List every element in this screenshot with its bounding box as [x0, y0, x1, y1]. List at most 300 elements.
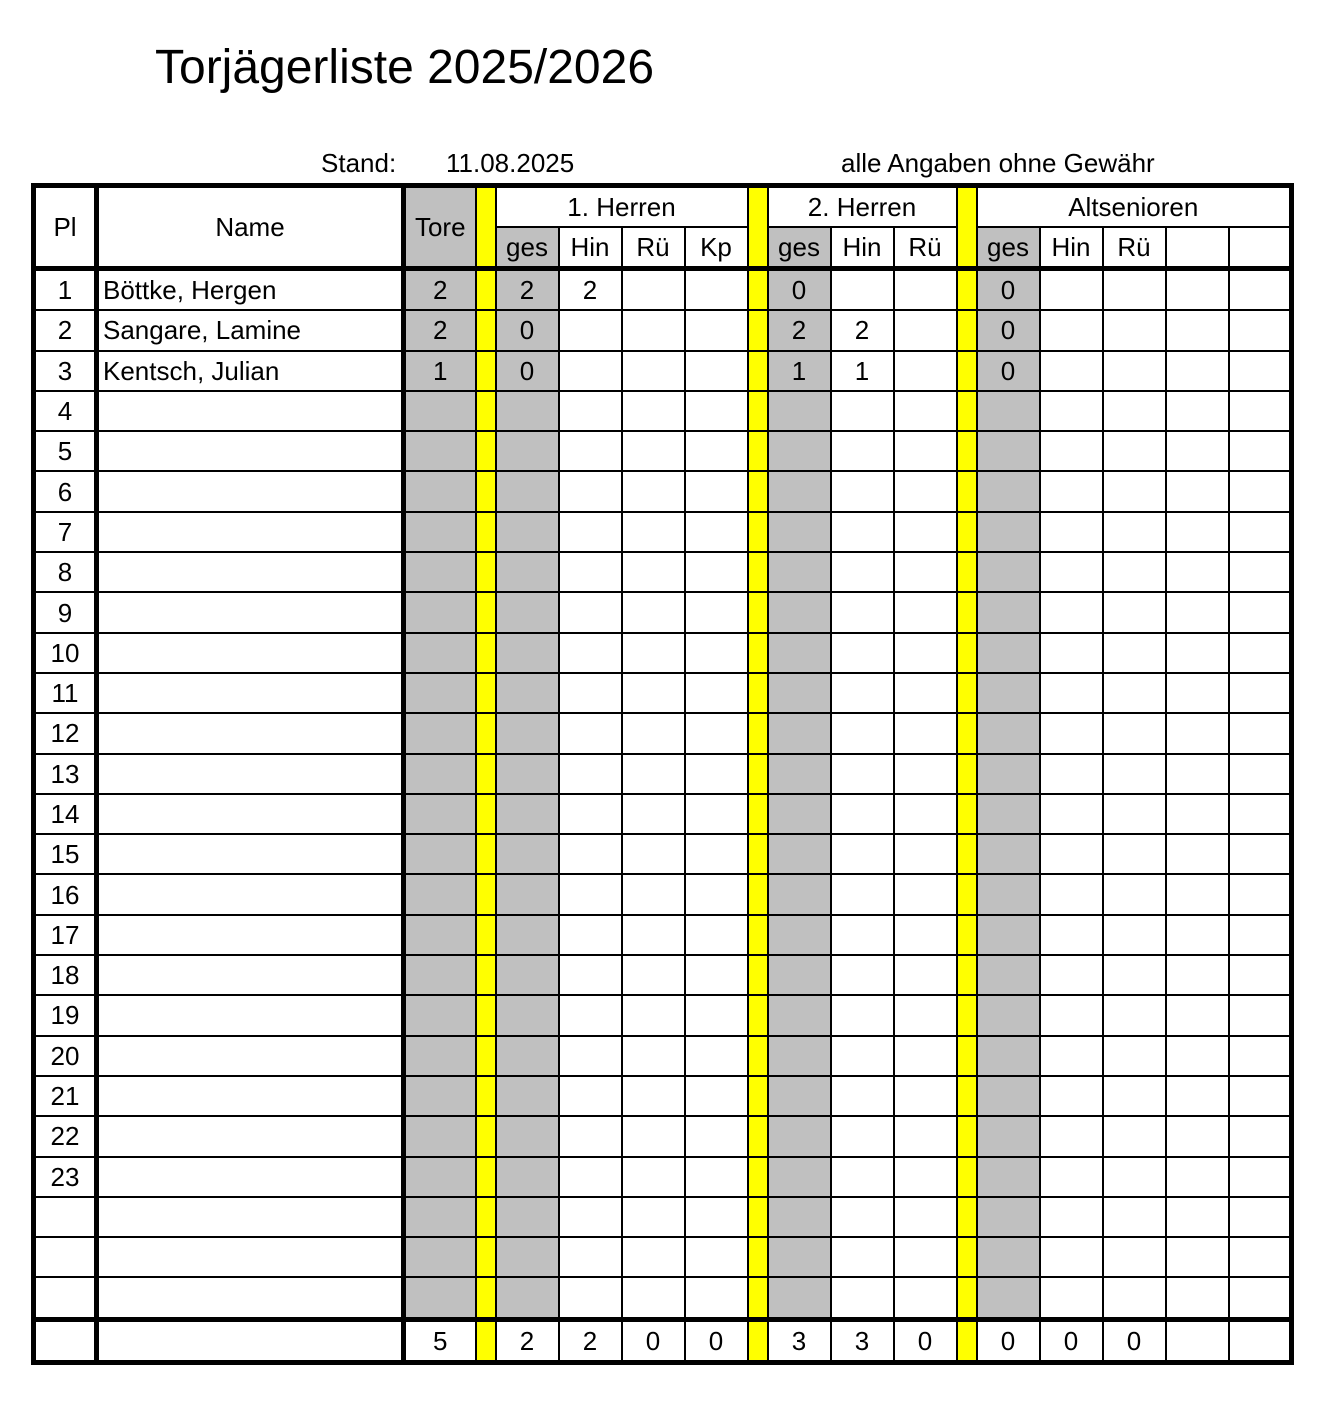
cell-g3-ges: 0	[977, 310, 1040, 350]
cell-g3-rue	[1103, 552, 1166, 592]
cell-g2-ges	[768, 1237, 831, 1277]
cell-g3-ges: 0	[977, 351, 1040, 391]
cell-g1-kp	[685, 1237, 748, 1277]
cell-g2-rue	[894, 552, 957, 592]
cell-g3-rue	[1103, 391, 1166, 431]
cell-g1-kp	[685, 1277, 748, 1319]
separator-cell	[957, 1197, 977, 1237]
cell-g3-rue	[1103, 1197, 1166, 1237]
cell-g3-rue	[1103, 915, 1166, 955]
cell-g1-hin	[559, 754, 622, 794]
header-group-1-herren: 1. Herren	[496, 186, 748, 228]
cell-g2-rue	[894, 874, 957, 914]
cell-g1-rue	[622, 1076, 685, 1116]
cell-g3-extra-1	[1166, 794, 1229, 834]
cell-g3-extra-2	[1229, 1116, 1292, 1156]
cell-g1-rue	[622, 1277, 685, 1319]
table-row	[34, 915, 1292, 955]
cell-g2-ges	[768, 915, 831, 955]
cell-g1-ges	[496, 633, 559, 673]
cell-g3-extra-2	[1229, 592, 1292, 632]
cell-tore	[404, 673, 476, 713]
cell-g3-rue	[1103, 874, 1166, 914]
cell-g1-rue: 0	[622, 1319, 685, 1362]
cell-g3-hin	[1040, 1036, 1103, 1076]
cell-g2-hin	[831, 915, 894, 955]
cell-g2-hin: 2	[831, 310, 894, 350]
cell-g1-hin	[559, 1036, 622, 1076]
cell-tore	[404, 512, 476, 552]
cell-pl: 22	[34, 1116, 97, 1156]
cell-name: Sangare, Lamine	[97, 310, 404, 350]
separator-cell	[476, 874, 496, 914]
separator-cell	[748, 754, 768, 794]
cell-pl: 16	[34, 874, 97, 914]
cell-g3-ges	[977, 431, 1040, 471]
cell-g1-kp	[685, 995, 748, 1035]
cell-name	[97, 1237, 404, 1277]
separator-cell	[748, 1076, 768, 1116]
cell-name	[97, 1076, 404, 1116]
cell-g2-hin	[831, 1116, 894, 1156]
separator-cell	[476, 310, 496, 350]
separator-cell	[476, 794, 496, 834]
separator-cell	[748, 794, 768, 834]
cell-g1-kp	[685, 1197, 748, 1237]
cell-g3-hin	[1040, 915, 1103, 955]
cell-g3-extra-2	[1229, 391, 1292, 431]
cell-g3-ges	[977, 834, 1040, 874]
cell-g3-rue	[1103, 1116, 1166, 1156]
cell-g3-extra-2	[1229, 834, 1292, 874]
separator-cell	[957, 1157, 977, 1197]
cell-g2-ges	[768, 1116, 831, 1156]
cell-g1-ges	[496, 995, 559, 1035]
cell-tore	[404, 1237, 476, 1277]
cell-tore: 2	[404, 269, 476, 311]
cell-g3-hin	[1040, 592, 1103, 632]
table-row	[34, 431, 1292, 471]
cell-tore	[404, 1036, 476, 1076]
separator-cell	[476, 269, 496, 311]
cell-g1-hin	[559, 1076, 622, 1116]
cell-g1-ges	[496, 955, 559, 995]
cell-g3-extra-1	[1166, 633, 1229, 673]
cell-g2-rue	[894, 673, 957, 713]
cell-g3-extra-1	[1166, 1197, 1229, 1237]
cell-name	[97, 391, 404, 431]
cell-g1-rue	[622, 471, 685, 511]
separator-cell	[957, 1076, 977, 1116]
table-row	[34, 1157, 1292, 1197]
cell-g2-hin	[831, 471, 894, 511]
cell-g1-kp	[685, 471, 748, 511]
cell-g1-hin	[559, 1197, 622, 1237]
cell-g3-extra-2	[1229, 1157, 1292, 1197]
cell-g3-ges	[977, 995, 1040, 1035]
scorer-table	[31, 183, 1294, 1365]
separator-cell	[476, 834, 496, 874]
cell-pl: 1	[34, 269, 97, 311]
header-g1-kp: Kp	[685, 227, 748, 269]
cell-g1-hin	[559, 391, 622, 431]
cell-g2-rue	[894, 512, 957, 552]
cell-g1-kp	[685, 1157, 748, 1197]
separator-cell	[476, 955, 496, 995]
cell-g2-rue	[894, 310, 957, 350]
cell-tore: 2	[404, 310, 476, 350]
separator-cell	[748, 471, 768, 511]
cell-g2-ges	[768, 1277, 831, 1319]
cell-g1-ges	[496, 915, 559, 955]
separator-cell	[476, 1237, 496, 1277]
cell-g2-hin	[831, 1036, 894, 1076]
cell-g3-hin	[1040, 794, 1103, 834]
cell-pl	[34, 1197, 97, 1237]
table-row	[34, 1277, 1292, 1319]
table-row	[34, 834, 1292, 874]
cell-g2-hin	[831, 754, 894, 794]
cell-g2-hin	[831, 431, 894, 471]
cell-pl	[34, 1277, 97, 1319]
cell-g3-hin	[1040, 431, 1103, 471]
totals-row	[34, 1319, 1292, 1362]
cell-g3-rue	[1103, 1237, 1166, 1277]
cell-g3-ges	[977, 391, 1040, 431]
cell-g1-ges	[496, 794, 559, 834]
cell-g1-hin	[559, 995, 622, 1035]
cell-g3-ges	[977, 673, 1040, 713]
table-row	[34, 633, 1292, 673]
separator-cell	[476, 552, 496, 592]
cell-g2-hin	[831, 673, 894, 713]
cell-g3-hin	[1040, 269, 1103, 311]
cell-g1-rue	[622, 874, 685, 914]
cell-g1-ges	[496, 673, 559, 713]
cell-g2-rue	[894, 391, 957, 431]
cell-g2-ges	[768, 995, 831, 1035]
cell-g3-ges	[977, 1116, 1040, 1156]
separator-cell	[748, 1036, 768, 1076]
separator-cell	[957, 1237, 977, 1277]
cell-g2-rue	[894, 1157, 957, 1197]
cell-g3-rue	[1103, 754, 1166, 794]
header-g2-ges: ges	[768, 227, 831, 269]
cell-g3-extra-2	[1229, 955, 1292, 995]
cell-pl: 12	[34, 713, 97, 753]
cell-g3-hin	[1040, 1197, 1103, 1237]
cell-g3-rue	[1103, 673, 1166, 713]
separator-cell	[957, 1116, 977, 1156]
cell-tore	[404, 754, 476, 794]
cell-pl: 18	[34, 955, 97, 995]
cell-name	[97, 955, 404, 995]
cell-g1-kp	[685, 633, 748, 673]
cell-g1-hin: 2	[559, 1319, 622, 1362]
cell-g1-rue	[622, 431, 685, 471]
cell-g3-extra-1	[1166, 391, 1229, 431]
cell-g3-extra-1	[1166, 552, 1229, 592]
cell-g1-kp	[685, 351, 748, 391]
cell-g3-rue	[1103, 1277, 1166, 1319]
cell-g2-rue	[894, 955, 957, 995]
cell-g2-hin	[831, 995, 894, 1035]
cell-g2-rue	[894, 1116, 957, 1156]
cell-g2-ges: 3	[768, 1319, 831, 1362]
header-g1-ges: ges	[496, 227, 559, 269]
cell-g1-ges: 0	[496, 310, 559, 350]
cell-g3-rue	[1103, 351, 1166, 391]
cell-g2-ges	[768, 955, 831, 995]
cell-g1-kp	[685, 955, 748, 995]
cell-pl: 13	[34, 754, 97, 794]
cell-g3-extra-2	[1229, 1277, 1292, 1319]
cell-g2-rue	[894, 351, 957, 391]
cell-g2-ges	[768, 874, 831, 914]
cell-name	[97, 713, 404, 753]
cell-g3-extra-2	[1229, 1197, 1292, 1237]
cell-g1-hin	[559, 1116, 622, 1156]
cell-tore	[404, 633, 476, 673]
cell-g1-kp	[685, 834, 748, 874]
cell-g2-ges: 2	[768, 310, 831, 350]
cell-name	[97, 592, 404, 632]
cell-g3-rue	[1103, 310, 1166, 350]
separator-cell	[957, 1277, 977, 1319]
separator-cell	[476, 633, 496, 673]
cell-g1-ges	[496, 1116, 559, 1156]
cell-tore	[404, 874, 476, 914]
cell-g2-rue	[894, 1036, 957, 1076]
cell-tore	[404, 955, 476, 995]
cell-g1-kp	[685, 874, 748, 914]
cell-g3-hin	[1040, 754, 1103, 794]
cell-g1-ges	[496, 874, 559, 914]
header-name: Name	[97, 186, 404, 269]
cell-g1-hin	[559, 713, 622, 753]
header-g3-extra-2	[1229, 227, 1292, 269]
cell-g3-ges	[977, 955, 1040, 995]
cell-g1-rue	[622, 713, 685, 753]
table-row	[34, 754, 1292, 794]
cell-g3-hin	[1040, 1157, 1103, 1197]
cell-g3-extra-1	[1166, 955, 1229, 995]
cell-g1-ges	[496, 391, 559, 431]
cell-g1-kp	[685, 673, 748, 713]
separator-cell	[957, 592, 977, 632]
cell-g1-ges	[496, 1277, 559, 1319]
cell-g3-extra-2	[1229, 552, 1292, 592]
cell-name	[97, 1277, 404, 1319]
header-g3-rue: Rü	[1103, 227, 1166, 269]
cell-g3-rue	[1103, 471, 1166, 511]
header-g2-rue: Rü	[894, 227, 957, 269]
separator-cell	[748, 995, 768, 1035]
cell-g3-ges	[977, 592, 1040, 632]
separator-cell	[748, 1277, 768, 1319]
separator-2	[748, 186, 768, 269]
cell-g1-rue	[622, 915, 685, 955]
cell-g1-ges	[496, 834, 559, 874]
cell-g1-hin	[559, 955, 622, 995]
cell-g3-ges	[977, 713, 1040, 753]
cell-g3-hin	[1040, 834, 1103, 874]
cell-g1-rue	[622, 1197, 685, 1237]
cell-g3-ges	[977, 794, 1040, 834]
cell-g2-hin	[831, 794, 894, 834]
cell-g1-hin	[559, 351, 622, 391]
cell-pl: 6	[34, 471, 97, 511]
cell-g1-ges: 0	[496, 351, 559, 391]
cell-g3-hin	[1040, 713, 1103, 753]
separator-cell	[957, 512, 977, 552]
cell-g2-ges: 1	[768, 351, 831, 391]
cell-g1-rue	[622, 351, 685, 391]
separator-cell	[957, 310, 977, 350]
cell-pl: 15	[34, 834, 97, 874]
separator-cell	[748, 1116, 768, 1156]
cell-g3-extra-2	[1229, 874, 1292, 914]
cell-pl: 19	[34, 995, 97, 1035]
separator-cell	[748, 633, 768, 673]
cell-g2-hin	[831, 512, 894, 552]
cell-g1-hin	[559, 1237, 622, 1277]
cell-g1-rue	[622, 391, 685, 431]
separator-cell	[748, 310, 768, 350]
header-group-altsenioren: Altsenioren	[977, 186, 1292, 228]
separator-cell	[476, 512, 496, 552]
cell-g1-hin	[559, 592, 622, 632]
cell-g2-rue	[894, 915, 957, 955]
cell-g3-ges	[977, 471, 1040, 511]
cell-g3-rue	[1103, 794, 1166, 834]
separator-cell	[957, 995, 977, 1035]
cell-g1-ges	[496, 1237, 559, 1277]
separator-cell	[748, 1197, 768, 1237]
stand-date: 11.08.2025	[446, 148, 575, 178]
cell-name	[97, 995, 404, 1035]
cell-g1-hin	[559, 794, 622, 834]
cell-g1-rue	[622, 592, 685, 632]
cell-g1-kp	[685, 512, 748, 552]
separator-cell	[748, 915, 768, 955]
cell-tore	[404, 552, 476, 592]
cell-g3-rue	[1103, 269, 1166, 311]
cell-g1-hin: 2	[559, 269, 622, 311]
cell-g1-rue	[622, 310, 685, 350]
separator-cell	[957, 754, 977, 794]
cell-g1-ges	[496, 1036, 559, 1076]
separator-cell	[957, 633, 977, 673]
cell-g3-ges	[977, 633, 1040, 673]
cell-g2-ges	[768, 471, 831, 511]
cell-g3-extra-2	[1229, 269, 1292, 311]
cell-g1-rue	[622, 794, 685, 834]
cell-g1-hin	[559, 310, 622, 350]
cell-name	[97, 794, 404, 834]
cell-g2-ges	[768, 1036, 831, 1076]
separator-cell	[748, 874, 768, 914]
separator-cell	[957, 1319, 977, 1362]
cell-g1-kp	[685, 754, 748, 794]
table-row	[34, 592, 1292, 632]
separator-cell	[476, 1036, 496, 1076]
cell-g2-ges	[768, 1157, 831, 1197]
separator-cell	[476, 1076, 496, 1116]
cell-g3-ges	[977, 1036, 1040, 1076]
cell-g2-rue	[894, 713, 957, 753]
cell-pl: 14	[34, 794, 97, 834]
table-row	[34, 1036, 1292, 1076]
table-row	[34, 1076, 1292, 1116]
cell-g3-rue	[1103, 834, 1166, 874]
cell-g1-rue	[622, 512, 685, 552]
cell-g1-kp	[685, 794, 748, 834]
cell-g2-hin: 3	[831, 1319, 894, 1362]
cell-name	[97, 431, 404, 471]
cell-g3-hin	[1040, 633, 1103, 673]
cell-g2-rue	[894, 1237, 957, 1277]
table-row	[34, 471, 1292, 511]
cell-g3-extra-2	[1229, 1076, 1292, 1116]
cell-g3-rue	[1103, 512, 1166, 552]
cell-name	[97, 874, 404, 914]
cell-g2-ges	[768, 512, 831, 552]
cell-g3-extra-1	[1166, 1237, 1229, 1277]
cell-tore	[404, 431, 476, 471]
cell-tore	[404, 1076, 476, 1116]
cell-g3-rue	[1103, 1076, 1166, 1116]
cell-g2-hin	[831, 269, 894, 311]
cell-g3-ges: 0	[977, 1319, 1040, 1362]
cell-tore: 5	[404, 1319, 476, 1362]
cell-pl: 2	[34, 310, 97, 350]
cell-g3-hin	[1040, 310, 1103, 350]
cell-g3-ges	[977, 874, 1040, 914]
cell-g3-extra-1	[1166, 915, 1229, 955]
cell-g3-extra-2	[1229, 1036, 1292, 1076]
cell-tore	[404, 915, 476, 955]
cell-name	[97, 1197, 404, 1237]
cell-g2-hin	[831, 1277, 894, 1319]
header-g3-ges: ges	[977, 227, 1040, 269]
cell-g3-hin	[1040, 471, 1103, 511]
cell-g2-hin	[831, 633, 894, 673]
cell-g3-extra-2	[1229, 794, 1292, 834]
separator-cell	[748, 1237, 768, 1277]
table-row	[34, 1116, 1292, 1156]
table-row	[34, 713, 1292, 753]
cell-g2-rue	[894, 269, 957, 311]
cell-tore	[404, 471, 476, 511]
cell-pl	[34, 1237, 97, 1277]
separator-cell	[748, 1157, 768, 1197]
separator-cell	[748, 673, 768, 713]
cell-g1-ges	[496, 1197, 559, 1237]
cell-g3-hin	[1040, 1076, 1103, 1116]
cell-g2-ges	[768, 552, 831, 592]
cell-g3-extra-1	[1166, 1076, 1229, 1116]
cell-g3-ges	[977, 1197, 1040, 1237]
cell-g2-hin	[831, 552, 894, 592]
cell-g2-rue	[894, 1076, 957, 1116]
header-row-groups	[34, 186, 1292, 228]
cell-g3-extra-1	[1166, 673, 1229, 713]
table-row	[34, 351, 1292, 391]
separator-cell	[476, 1157, 496, 1197]
cell-g2-ges	[768, 673, 831, 713]
table-row	[34, 1197, 1292, 1237]
